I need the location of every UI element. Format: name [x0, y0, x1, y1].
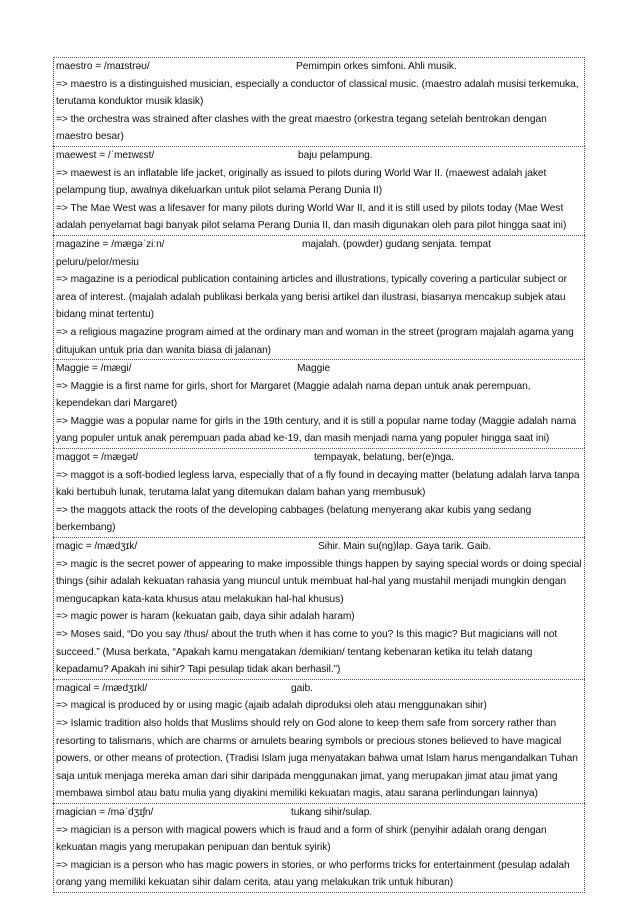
entry-headword: maestro = /maɪstrəʊ/ — [56, 61, 150, 72]
entry-example-line: => Islamic tradition also holds that Muslims should rely on God alone to keep them safe from sorcery rather than resorting to talismans, which are charms or amulets bearing symbols or precious stones believed to have magical powers, or other means of protection. (Tradisi Islam juga menyatakan bahwa umat Islam harus mengandalkan Tuhan saja untuk menjaga mereka aman dari sihir daripada menggunakan jimat, yang merupakan jimat atau jimat yang membawa simbol atau batu mulia yang diyakini memiliki kekuatan magis, atau sarana perlindungan lainnya) — [56, 717, 578, 800]
entry-headword: maewest = /ˈmeɪwɛst/ — [56, 149, 155, 161]
entry-example-line: => magical is produced by or using magic (ajaib adalah diproduksi oleh atau menggunakan sihir) — [56, 700, 487, 712]
dictionary-entry — [53, 803, 585, 893]
entry-example-line: => maestro is a distinguished musician, especially a conductor of classical music. (maestro adalah musisi terkemuka, terutama konduktor musik klasik) — [56, 78, 579, 108]
entry-translation: gaib. — [291, 682, 313, 694]
entry-example-line: => magic power is haram (kekuatan gaib, daya sihir adalah haram) — [56, 611, 355, 623]
entry-example-line: => magic is the secret power of appearing to make impossible things happen by saying special words or doing special things (sihir adalah kekuatan rahasia yang muncul untuk membuat hal-hal yang mustahil menjadi mungkin dengan mengucapkan kata-kata khusus atau melakukan hal-hal khusus) — [56, 558, 582, 605]
entry-example-line: => maewest is an inflatable life jacket, originally as issued to pilots during World War II. (maewest adalah jaket pelampung tiup, awalnya dikeluarkan untuk pilot selama Perang Dunia II) — [56, 167, 547, 197]
entry-example-line: => maggot is a soft-bodied legless larva, especially that of a fly found in decaying matter (belatung adalah larva tanpa kaki bertubuh lunak, terutama lalat yang ditemukan dalam bahan yang membusuk) — [56, 469, 580, 499]
dictionary-entry — [53, 57, 585, 146]
entry-translation: tukang sihir/sulap. — [291, 806, 373, 818]
entry-headline — [56, 58, 582, 76]
dictionary-entry — [53, 146, 585, 235]
entry-headline — [56, 360, 582, 378]
entry-headline — [56, 538, 582, 556]
dictionary-entry — [53, 359, 585, 448]
entry-example-line: => the orchestra was strained after clashes with the great maestro (orkestra tegang setelah bentrokan dengan maestro besar) — [56, 113, 547, 143]
entry-example-line: => magazine is a periodical publication containing articles and illustrations, typically covering a particular subject or area of interest. (majalah adalah publikasi berkala yang berisi artikel dan ilustrasi, biasanya mencakup subjek atau bidang minat tertentu) — [56, 274, 567, 321]
entry-example-line: => the maggots attack the roots of the developing cabbages (belatung menyerang akar kubis yang sedang berkembang) — [56, 504, 532, 534]
entry-headline — [56, 804, 582, 822]
entry-headword: Maggie = /mægi/ — [56, 363, 132, 375]
entry-headword: maggot = /mægət/ — [56, 452, 139, 464]
entry-headword: magic = /mædʒɪk/ — [56, 541, 138, 553]
entry-example-line: peluru/pelor/mesiu — [56, 256, 139, 268]
dictionary-entry — [53, 448, 585, 537]
entry-headword: magician = /məˈdʒɪʃn/ — [56, 806, 154, 818]
entry-translation: majalah. (powder) gudang senjata. tempat — [302, 238, 491, 250]
entry-headword: magical = /mædʒɪkl/ — [56, 682, 148, 694]
entry-translation: Maggie — [297, 363, 331, 375]
entry-translation: Sihir. Main su(ng)lap. Gaya tarik. Gaib. — [318, 541, 491, 553]
entry-example-line: => magician is a person who has magic powers in stories, or who performs tricks for entertainment (pesulap adalah orang yang memiliki kekuatan sihir dalam cerita, atau yang melakukan trik untuk hiburan) — [56, 859, 570, 889]
entry-example-line: => The Mae West was a lifesaver for many pilots during World War II, and it is still used by pilots today (Mae West adalah penyelamat bagi banyak pilot selama Perang Dunia II, dan masih digunakan oleh para pilot hingga saat ini) — [56, 202, 567, 232]
entry-headline — [56, 236, 582, 254]
dictionary-entry — [53, 235, 585, 359]
entry-example-line: => magician is a person with magical powers which is fraud and a form of shirk (penyihir adalah orang dengan kekuatan magis yang merupakan penipuan dan bentuk syirik) — [56, 824, 547, 854]
entry-headline — [56, 147, 582, 165]
dictionary-entry — [53, 537, 585, 679]
entry-translation: tempayak, belatung, ber(e)nga. — [314, 452, 455, 464]
entry-headword: magazine = /mægəˈziːn/ — [56, 238, 165, 250]
dictionary-entry — [53, 679, 585, 803]
entry-headline — [56, 680, 582, 698]
entry-example-line: => Maggie was a popular name for girls in the 19th century, and it is still a popular name today (Maggie adalah nama yang populer untuk anak perempuan pada abad ke-19, dan masih menjadi nama yang populer hingga saat ini) — [56, 415, 577, 445]
entry-example-line: => Moses said, “Do you say /thus/ about the truth when it has come to you? Is this magic? But magicians will not succeed.” (Musa berkata, “Apakah kamu mengatakan /demikian/ tentang kebenaran ketika itu telah datang kepadamu? Apakah ini sihir? Tapi pesulap tidak akan berhasil.”) — [56, 629, 558, 676]
dictionary-page — [53, 57, 585, 893]
entry-translation: Pemimpin orkes simfoni. Ahli musik. — [296, 61, 457, 72]
entry-example-line: => a religious magazine program aimed at the ordinary man and woman in the street (program majalah agama yang ditujukan untuk pria dan wanita biasa di jalanan) — [56, 326, 574, 356]
entry-translation: baju pelampung. — [298, 149, 373, 161]
entry-example-line: => Maggie is a first name for girls, short for Margaret (Maggie adalah nama depan untuk anak perempuan, kependekan dari Margaret) — [56, 380, 531, 410]
entry-headline — [56, 449, 582, 467]
